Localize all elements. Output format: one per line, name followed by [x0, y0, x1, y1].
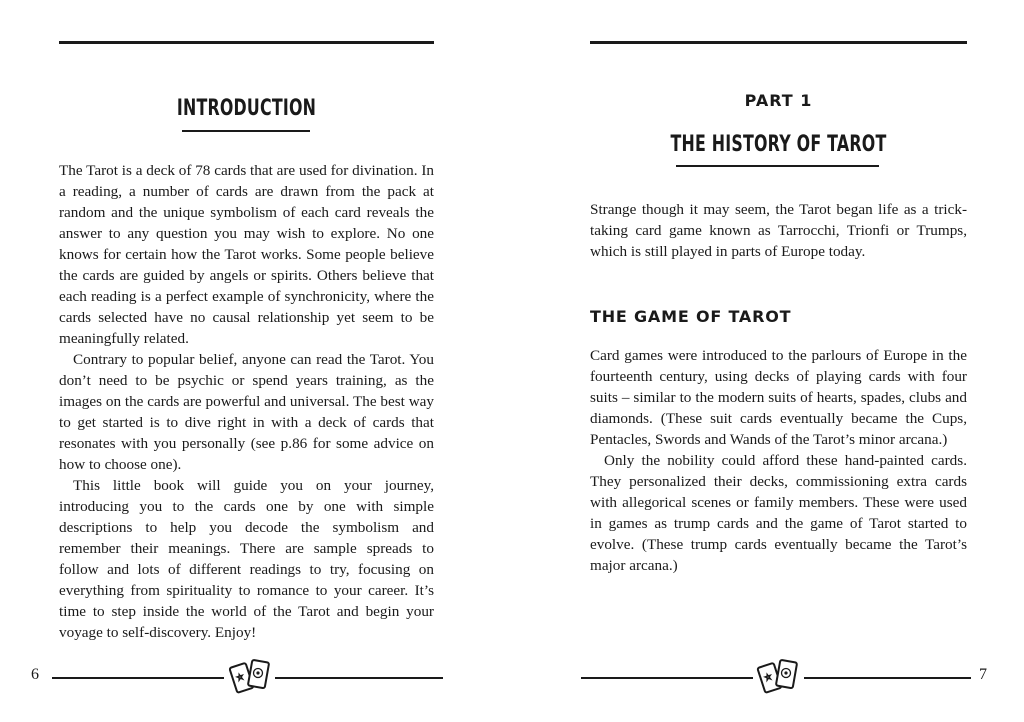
paragraph: This little book will guide you on your journey, introducing you to the cards one by one with simple descriptions to help you decode the symbolism and remember their meanings. There are sample spreads to follow and lots of different readings to try, focusing on everything from spirituality to romance to your career. It’s time to step inside the world of the Tarot and begin your voyage to self-discovery. Enjoy!	[59, 477, 434, 641]
paragraph: Contrary to popular belief, anyone can read the Tarot. You don’t need to be psychic or spend years training, as the images on the cards are powerful and universal. The best way to get started is to dive right in with a deck of cards that resonates with you personally (see p.86 for some advice on how to choose one).	[59, 351, 434, 473]
introduction-title: INTRODUCTION	[176, 96, 317, 121]
history-intro	[590, 199, 967, 262]
tarot-cards-icon	[228, 656, 274, 698]
paragraph: Strange though it may seem, the Tarot began life as a trick-taking card game known as Tarrocchi, Trionfi or Trumps, which is still played in parts of Europe today.	[590, 201, 967, 260]
footer-rule	[275, 677, 443, 679]
part-label: PART 1	[744, 91, 813, 110]
section-heading: THE GAME OF TAROT	[590, 307, 792, 326]
paragraph: Card games were introduced to the parlours of Europe in the fourteenth century, using decks of playing cards with four suits – similar to the modern suits of hearts, spades, clubs and diamonds. (These suit cards eventually became the Cups, Pentacles, Swords and Wands of the Tarot’s minor arcana.)	[590, 347, 967, 448]
footer-rule	[52, 677, 224, 679]
paragraph: Only the nobility could afford these hand-painted cards. They personalized their decks, commissioning extra cards with allegorical scenes or family members. These were used in games as trump cards and the game of Tarot started to evolve. (These trump cards eventually became the Tarot’s major arcana.)	[590, 452, 967, 574]
right-page	[512, 0, 1024, 722]
page-number: 6	[31, 666, 39, 683]
title-underline	[182, 130, 310, 132]
introduction-body	[59, 160, 434, 643]
page-number: 7	[979, 666, 987, 683]
game-of-tarot-body	[590, 345, 967, 576]
tarot-cards-icon	[756, 656, 802, 698]
top-rule	[590, 41, 967, 44]
top-rule	[59, 41, 434, 44]
paragraph: The Tarot is a deck of 78 cards that are used for divination. In a reading, a number of cards are drawn from the pack at random and the unique symbolism of each card reveals the answer to any question you may wish to explore. No one knows for certain how the Tarot works. Some people believe the cards are guided by angels or spirits. Others believe that each reading is a perfect example of synchronicity, where the cards selected have no causal relationship yet seem to be meaningfully related.	[59, 162, 434, 347]
footer-rule	[581, 677, 753, 679]
title-underline	[676, 165, 879, 167]
footer-rule	[804, 677, 971, 679]
history-title: THE HISTORY OF TAROT	[670, 132, 887, 157]
